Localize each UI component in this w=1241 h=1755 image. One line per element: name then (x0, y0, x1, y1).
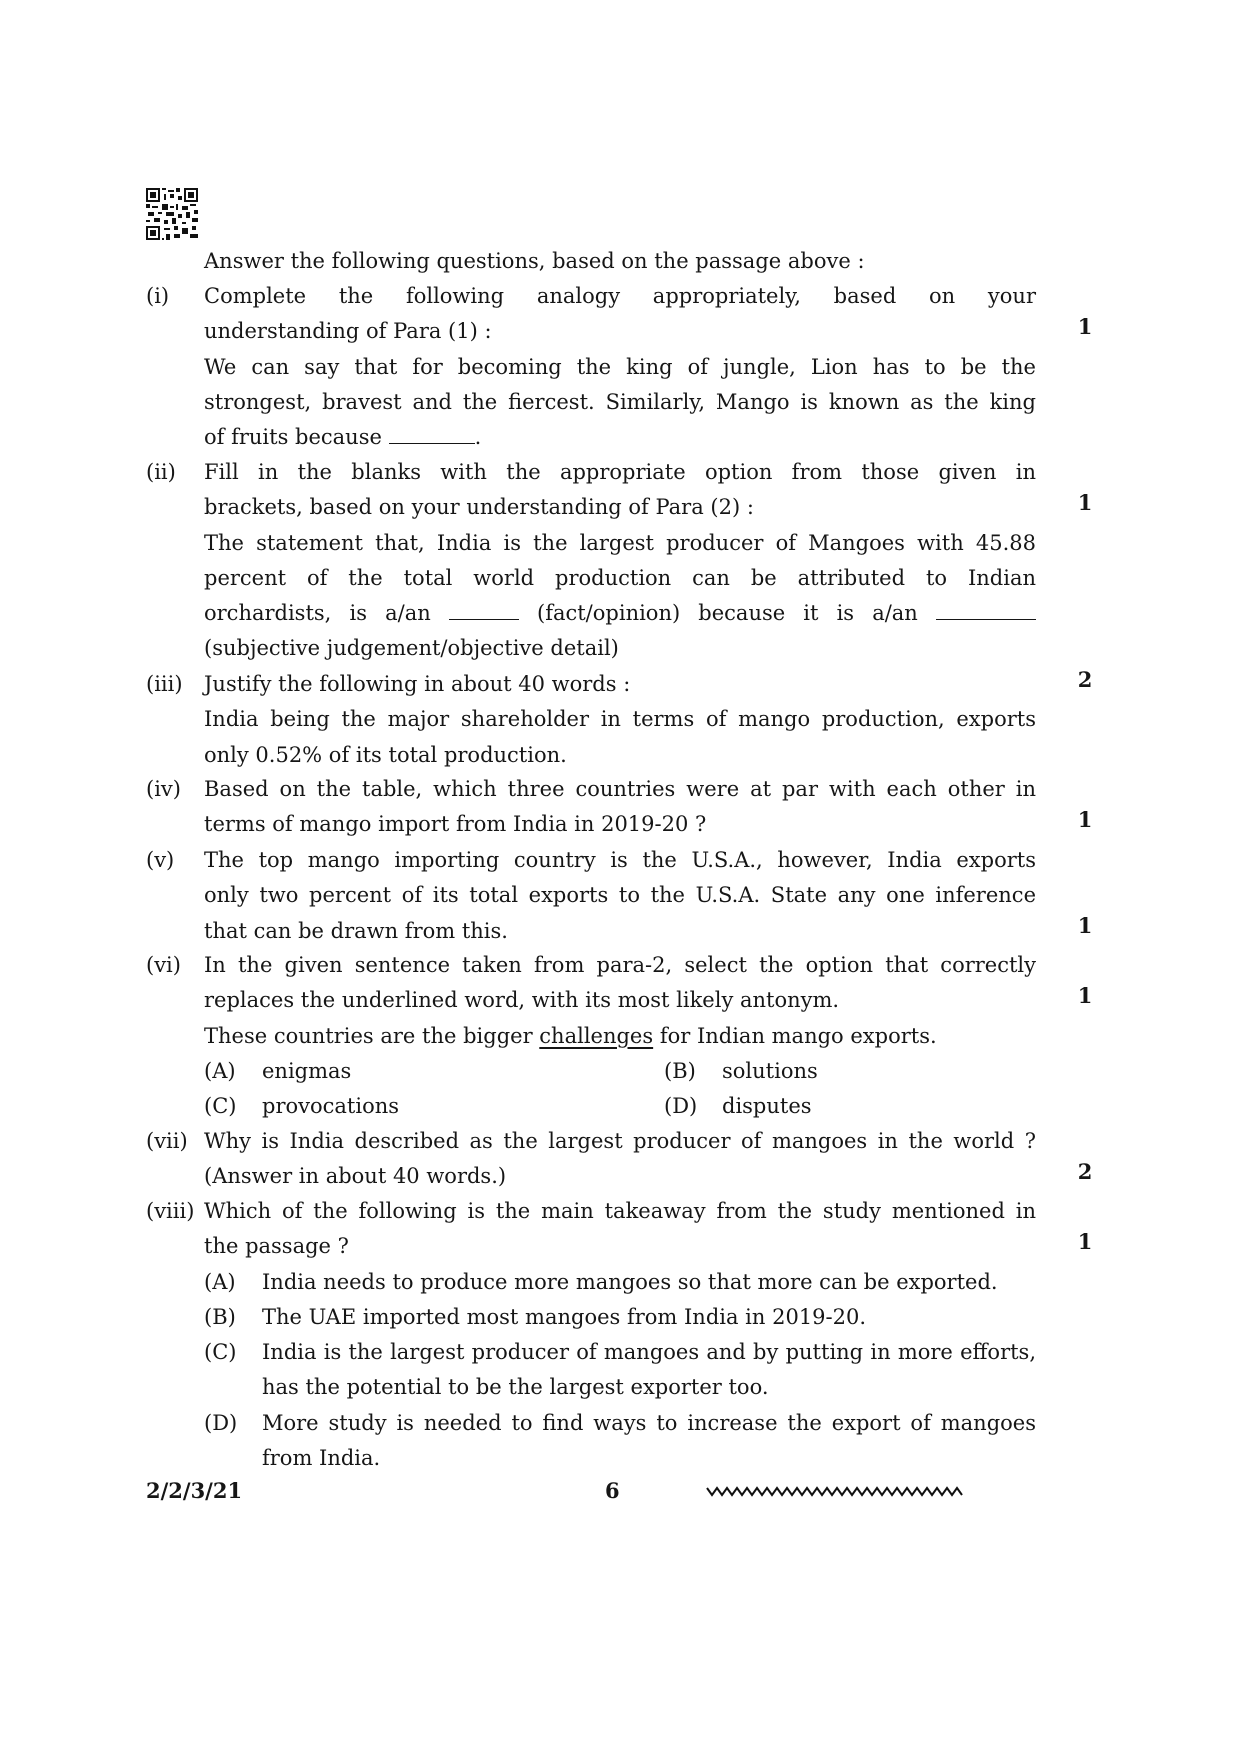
option-text: enigmas (262, 1058, 352, 1083)
question-text-fragment: orchardists, is a/an (204, 601, 431, 626)
option-b (664, 1054, 1036, 1089)
option-label: (A) (204, 1058, 236, 1083)
wavy-line-icon (705, 1484, 965, 1498)
question-2 (146, 455, 1036, 667)
question-8 (146, 1194, 1036, 1476)
option-label: (D) (204, 1410, 238, 1435)
option-d (204, 1406, 1036, 1477)
question-7 (146, 1124, 1036, 1195)
question-text: Which of the following is the main takeaway from the study mentioned in (204, 1199, 1036, 1223)
marks-label: 2 (1077, 667, 1093, 692)
option-label: (C) (204, 1094, 237, 1119)
question-text: We can say that for becoming the king of jungle, Lion has to be the (204, 354, 1036, 379)
question-text-fragment: (fact/opinion) because it is a/an (537, 601, 918, 626)
option-label: (B) (204, 1304, 236, 1329)
paper-code: 2/2/3/21 (146, 1478, 243, 1503)
page-number: 6 (605, 1478, 620, 1503)
option-c (204, 1335, 1036, 1406)
question-number: (viii) (146, 1199, 195, 1223)
question-4 (146, 772, 1036, 843)
question-text: replaces the underlined word, with its most likely antonym. (204, 988, 840, 1013)
question-5 (146, 843, 1036, 949)
marks-label: 1 (1077, 983, 1093, 1008)
qr-code-icon (146, 188, 198, 240)
sentence-fragment: for Indian mango exports. (653, 1023, 937, 1048)
question-text: Fill in the blanks with the appropriate option from those given in (204, 460, 1036, 484)
option-c (204, 1089, 664, 1124)
marks-label: 2 (1077, 1159, 1093, 1184)
question-text: only two percent of its total exports to the U.S.A. State any one inference (204, 883, 1036, 908)
option-a (204, 1054, 664, 1089)
question-number: (v) (146, 848, 175, 872)
option-text: More study is needed to find ways to increase the export of mangoes from India. (262, 1410, 1036, 1471)
question-number: (iii) (146, 672, 183, 696)
question-text: that can be drawn from this. (204, 918, 508, 943)
question-text: Justify the following in about 40 words : (204, 672, 631, 696)
option-text: India needs to produce more mangoes so that more can be exported. (262, 1269, 998, 1294)
option-text: disputes (722, 1094, 812, 1119)
instructions: Answer the following questions, based on the passage above : (204, 249, 865, 273)
marks-label: 1 (1077, 314, 1093, 339)
question-text: (Answer in about 40 words.) (204, 1164, 507, 1189)
question-text: Why is India described as the largest producer of mangoes in the world ? (204, 1129, 1036, 1153)
option-a (204, 1265, 1036, 1300)
question-text: In the given sentence taken from para-2, select the option that correctly (204, 953, 1036, 977)
question-text-fragment: of fruits because (204, 425, 382, 450)
option-text: solutions (722, 1058, 818, 1083)
option-label: (A) (204, 1269, 236, 1294)
question-text: understanding of Para (1) : (204, 319, 492, 344)
question-text: strongest, bravest and the fiercest. Similarly, Mango is known as the king (204, 389, 1036, 414)
question-number: (ii) (146, 460, 176, 484)
option-b (204, 1300, 1036, 1335)
underlined-word: challenges (539, 1023, 654, 1048)
question-text: The statement that, India is the largest producer of Mangoes with 45.88 (204, 530, 1036, 555)
question-1 (146, 279, 1036, 455)
sentence-fragment: These countries are the bigger (204, 1023, 540, 1048)
marks-label: 1 (1077, 807, 1093, 832)
question-number: (iv) (146, 777, 181, 801)
punctuation: . (474, 425, 482, 450)
question-text: only 0.52% of its total production. (204, 742, 567, 767)
option-label: (B) (664, 1058, 696, 1083)
question-number: (vi) (146, 953, 181, 977)
example-sentence (204, 1019, 1036, 1054)
question-text (204, 420, 1036, 455)
question-number: (vii) (146, 1129, 188, 1153)
question-text: percent of the total world production can be attributed to Indian (204, 565, 1036, 590)
question-6 (146, 948, 1036, 1124)
option-d (664, 1089, 1036, 1124)
option-text: The UAE imported most mangoes from India in 2019-20. (262, 1304, 867, 1329)
answer-blank (449, 599, 519, 620)
question-text: Complete the following analogy appropriately, based on your (204, 284, 1036, 308)
question-number: (i) (146, 284, 170, 308)
question-text: The top mango importing country is the U.S.A., however, India exports (204, 848, 1036, 872)
marks-label: 1 (1077, 1229, 1093, 1254)
option-label: (D) (664, 1094, 698, 1119)
options-list (204, 1054, 1036, 1125)
question-text: terms of mango import from India in 2019-20 ? (204, 812, 707, 837)
question-text: Based on the table, which three countries were at par with each other in (204, 777, 1036, 801)
marks-label: 1 (1077, 913, 1093, 938)
marks-label: 1 (1077, 490, 1093, 515)
option-label: (C) (204, 1340, 237, 1365)
option-text: provocations (262, 1094, 400, 1119)
question-text: the passage ? (204, 1234, 349, 1259)
question-text: (subjective judgement/objective detail) (204, 636, 619, 661)
answer-blank (389, 423, 475, 444)
option-text: India is the largest producer of mangoes and by putting in more efforts, has the potential to be the largest exporter too. (262, 1340, 1036, 1400)
question-3 (146, 667, 1036, 773)
question-text: brackets, based on your understanding of Para (2) : (204, 495, 754, 520)
answer-blank (936, 599, 1036, 620)
question-text (204, 596, 1036, 631)
question-text: India being the major shareholder in terms of mango production, exports (204, 707, 1036, 732)
